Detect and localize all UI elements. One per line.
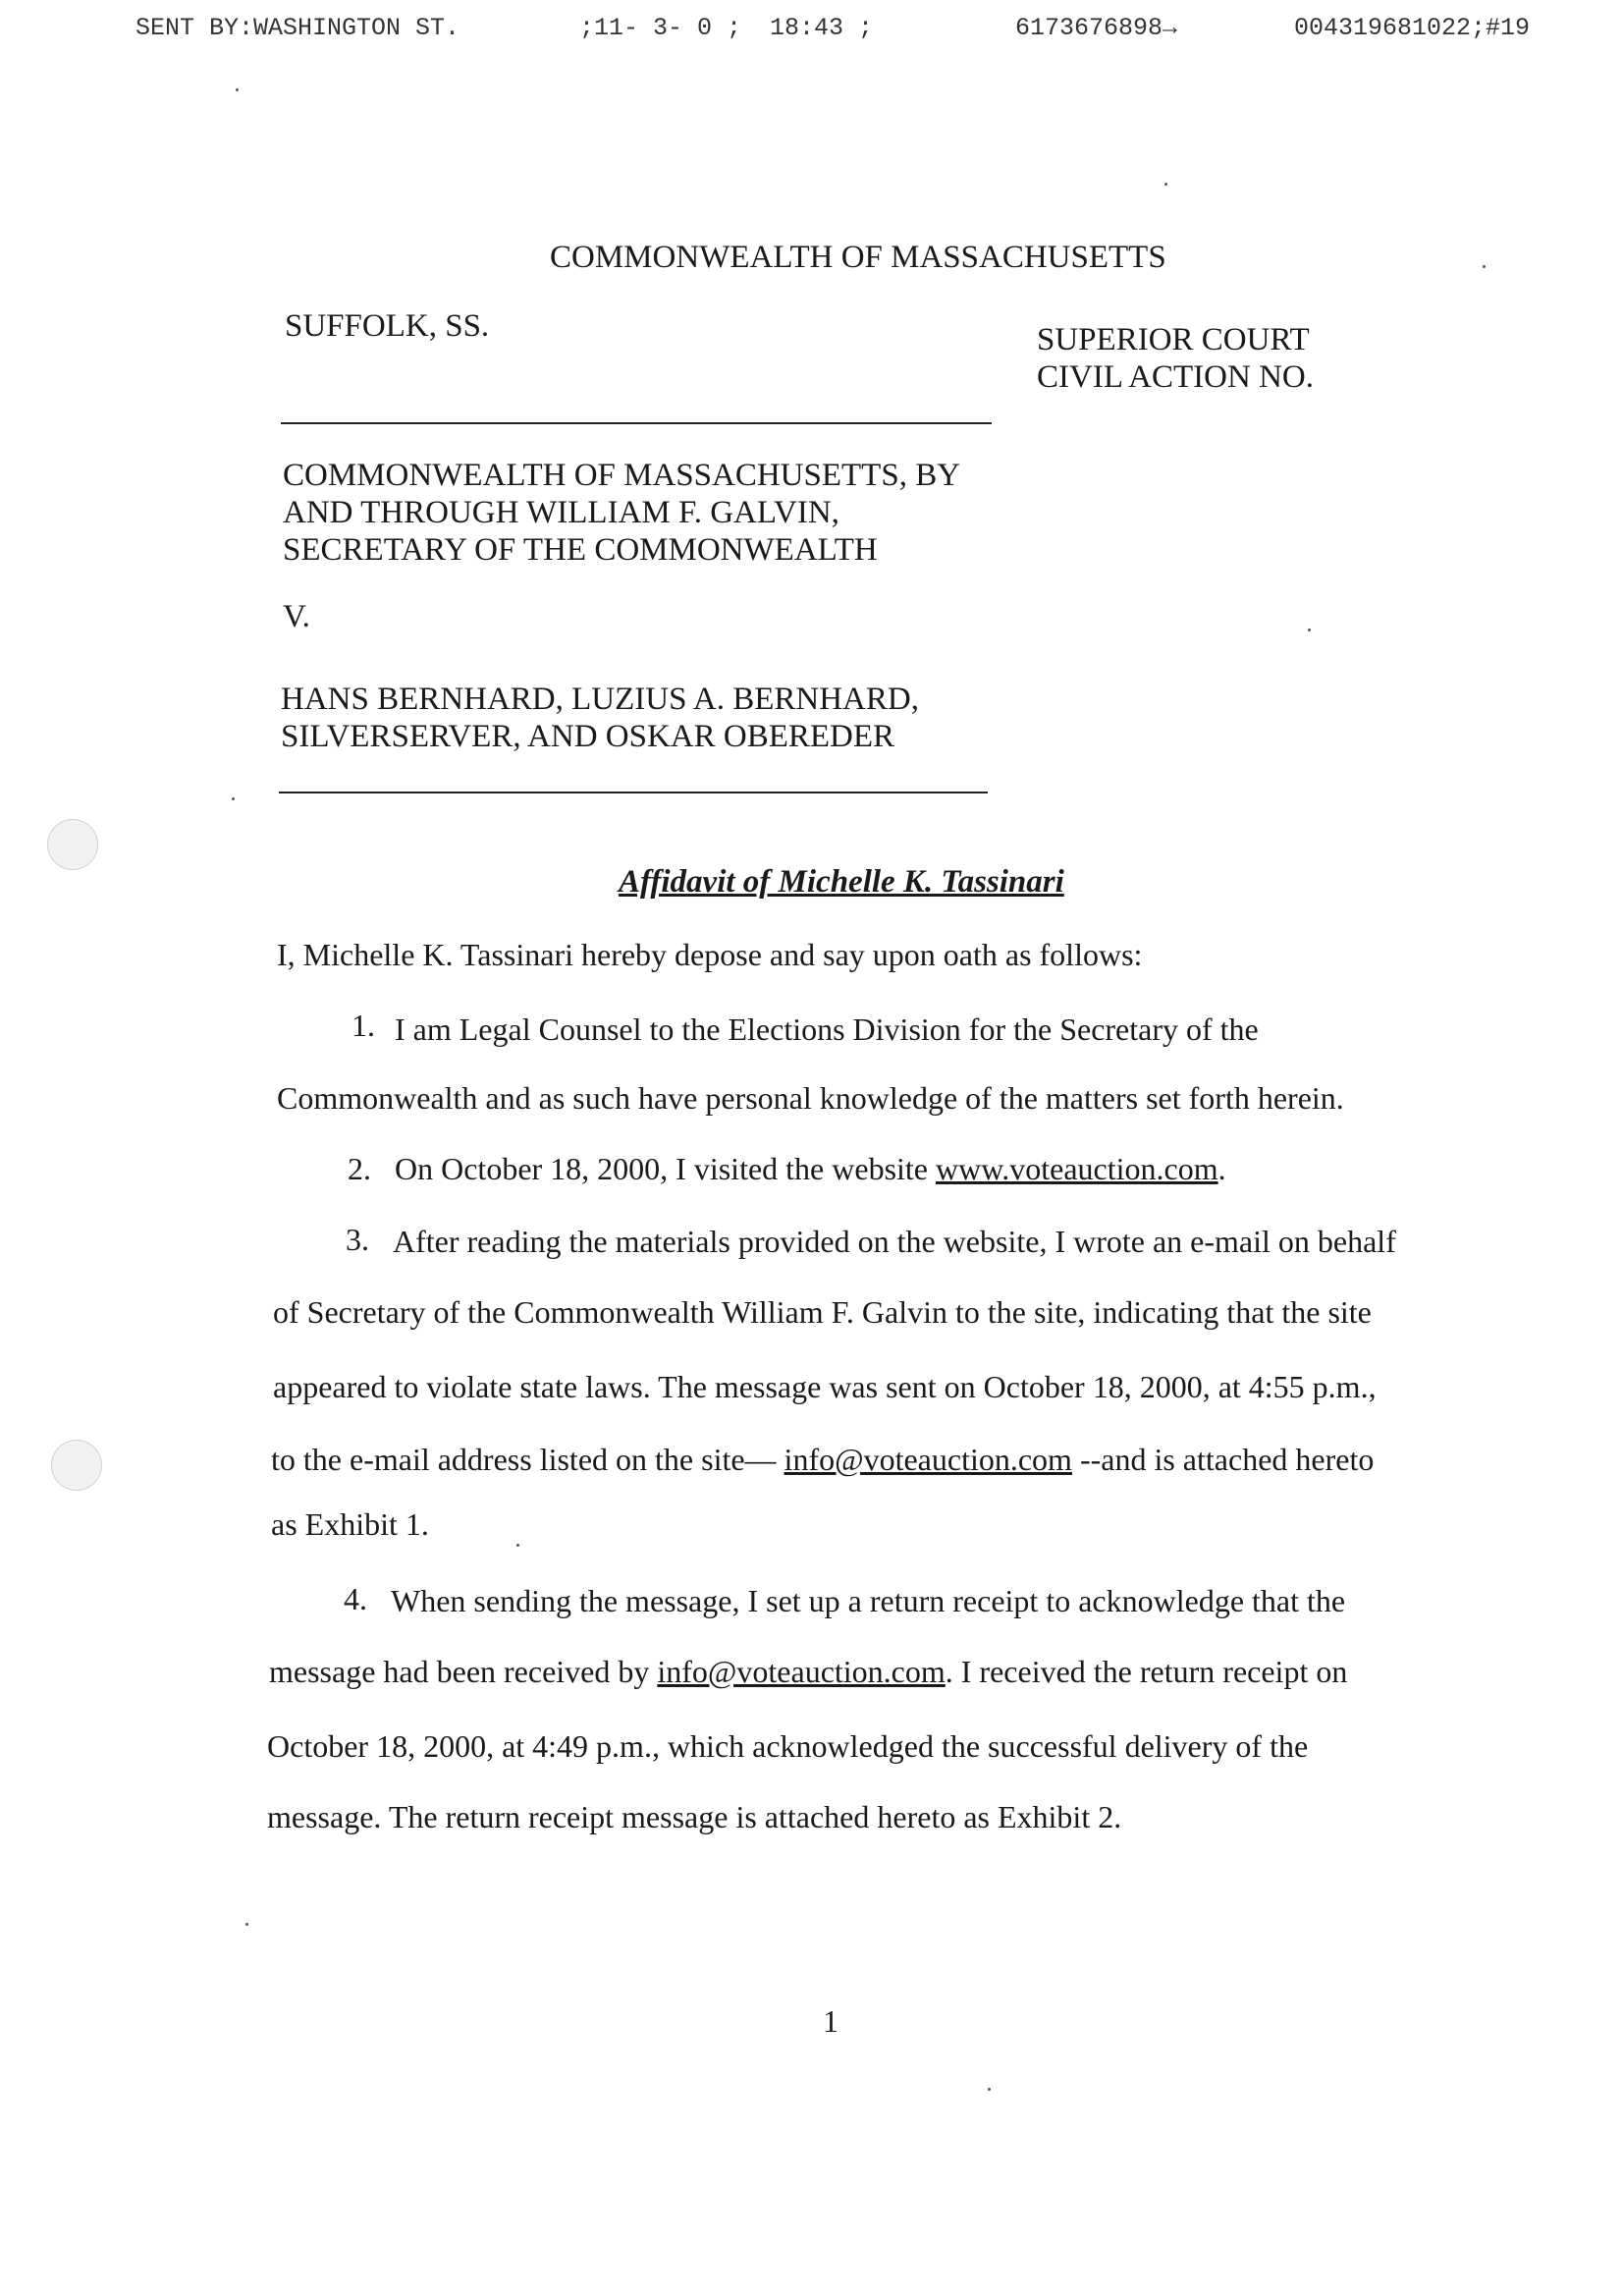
plaintiff-line-1: COMMONWEALTH OF MASSACHUSETTS, BY — [283, 458, 961, 493]
paragraph-3-line-1: After reading the materials provided on the website, I wrote an e-mail on behalf — [393, 1224, 1396, 1259]
paragraph-4-line-2-text: message had been received by — [269, 1654, 658, 1689]
paragraph-1-line-2: Commonwealth and as such have personal knowledge of the matters set forth herein. — [277, 1080, 1344, 1116]
email-link[interactable]: info@voteauction.com — [657, 1654, 946, 1689]
paragraph-3-line-4-tail: --and is attached hereto — [1071, 1442, 1375, 1477]
paragraph-3-line-4 — [271, 1442, 1374, 1478]
paragraph-2-text: On October 18, 2000, I visited the website — [395, 1151, 936, 1186]
fax-time: 18:43 ; — [770, 14, 874, 42]
versus-label: V. — [283, 599, 310, 634]
paragraph-4-line-1: When sending the message, I set up a return receipt to acknowledge that the — [391, 1583, 1346, 1618]
intro-statement: I, Michelle K. Tassinari hereby depose and say upon oath as follows: — [277, 937, 1143, 972]
jurisdiction-heading: COMMONWEALTH OF MASSACHUSETTS — [550, 240, 1166, 275]
county-label: SUFFOLK, SS. — [285, 308, 490, 344]
paragraph-3-line-3: appeared to violate state laws. The message was sent on October 18, 2000, at 4:55 p.m., — [273, 1369, 1377, 1404]
paragraph-3-line-4-text: to the e-mail address listed on the site— — [271, 1442, 784, 1477]
punch-hole — [51, 1440, 102, 1491]
page-number: 1 — [823, 2003, 838, 2039]
website-link[interactable]: www.voteauction.com — [936, 1151, 1218, 1186]
paragraph-4-line-2 — [269, 1654, 1347, 1690]
affidavit-title: Affidavit of Michelle K. Tassinari — [619, 864, 1064, 900]
fax-sender: SENT BY:WASHINGTON ST. — [135, 14, 460, 42]
paragraph-3-line-5: as Exhibit 1. — [271, 1506, 429, 1542]
paragraph-2-line-1 — [395, 1151, 1226, 1187]
court-label: SUPERIOR COURT — [1037, 322, 1310, 357]
fax-phone: 6173676898→ — [1015, 14, 1178, 42]
paragraph-4-line-4: message. The return receipt message is attached hereto as Exhibit 2. — [267, 1799, 1122, 1834]
paragraph-2-period: . — [1217, 1151, 1226, 1186]
paragraph-1-line-1: I am Legal Counsel to the Elections Division for the Secretary of the — [395, 1011, 1259, 1047]
paragraph-3-line-2: of Secretary of the Commonwealth William F. Galvin to the site, indicating that the site — [273, 1294, 1372, 1330]
defendant-line-1: HANS BERNHARD, LUZIUS A. BERNHARD, — [281, 682, 919, 717]
fax-date: ;11- 3- 0 ; — [579, 14, 742, 42]
paragraph-3-number: 3. — [346, 1222, 369, 1257]
caption-rule-top — [281, 422, 992, 424]
email-link[interactable]: info@voteauction.com — [784, 1442, 1072, 1477]
defendant-line-2: SILVERSERVER, AND OSKAR OBEREDER — [281, 719, 895, 754]
plaintiff-line-2: AND THROUGH WILLIAM F. GALVIN, — [283, 495, 839, 530]
paragraph-2-number: 2. — [348, 1151, 371, 1186]
paragraph-1-number: 1. — [351, 1008, 375, 1043]
paragraph-4-line-2-tail: . I received the return receipt on — [945, 1654, 1348, 1689]
punch-hole — [47, 819, 98, 870]
paragraph-4-number: 4. — [344, 1581, 367, 1616]
plaintiff-line-3: SECRETARY OF THE COMMONWEALTH — [283, 532, 878, 568]
paragraph-4-line-3: October 18, 2000, at 4:49 p.m., which acknowledged the successful delivery of the — [267, 1728, 1309, 1764]
caption-rule-bottom — [279, 792, 988, 793]
fax-page-id: 004319681022;#19 — [1294, 14, 1531, 42]
civil-action-label: CIVIL ACTION NO. — [1037, 359, 1314, 395]
